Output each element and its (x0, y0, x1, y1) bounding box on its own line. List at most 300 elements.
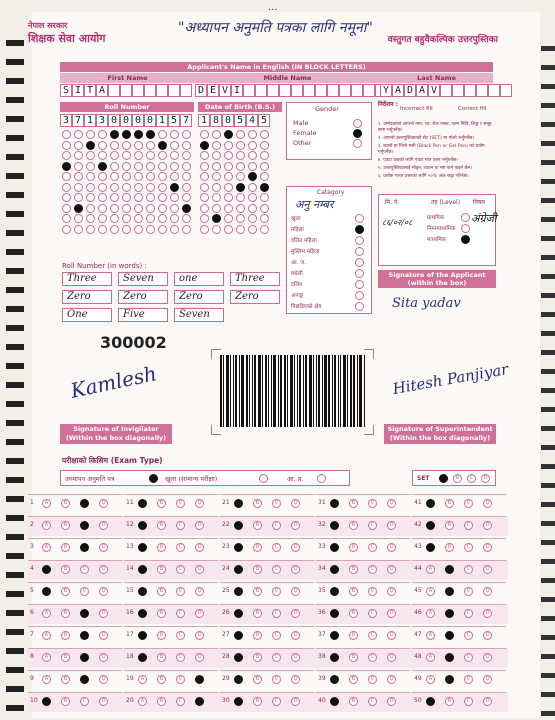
digit-bubble[interactable] (260, 214, 269, 223)
answer-bubble[interactable]: C (272, 543, 281, 552)
digit-bubble[interactable] (110, 162, 119, 171)
answer-bubble[interactable]: B (157, 631, 166, 640)
roll-word-box[interactable]: Zero (174, 290, 224, 304)
answer-bubble[interactable]: A (426, 653, 435, 662)
digit-bubble[interactable] (122, 130, 131, 139)
roll-word-box[interactable]: Zero (118, 290, 168, 304)
answer-bubble[interactable] (138, 499, 147, 508)
answer-bubble[interactable]: C (464, 609, 473, 618)
digit-bubble[interactable] (134, 193, 143, 202)
digit-bubble[interactable] (224, 162, 233, 171)
digit-bubble[interactable] (236, 183, 245, 192)
digit-bubble[interactable] (248, 183, 257, 192)
digit-bubble[interactable] (62, 162, 71, 171)
digit-bubble[interactable] (170, 130, 179, 139)
roll-word-box[interactable]: Zero (62, 290, 112, 304)
digit-bubble-column[interactable] (144, 130, 156, 235)
answer-bubble[interactable] (330, 499, 339, 508)
digit-bubble[interactable] (146, 225, 155, 234)
answer-bubble[interactable]: C (368, 609, 377, 618)
digit-bubble[interactable] (224, 214, 233, 223)
digit-bubble[interactable] (224, 141, 233, 150)
letter-box[interactable]: A (96, 84, 108, 97)
digit-bubble[interactable] (248, 162, 257, 171)
answer-bubble[interactable]: C (176, 675, 185, 684)
answer-bubble[interactable] (234, 565, 243, 574)
answer-bubble[interactable]: B (61, 609, 70, 618)
answer-bubble[interactable]: C (368, 521, 377, 530)
digit-bubble[interactable] (158, 130, 167, 139)
digit-bubble[interactable] (170, 183, 179, 192)
answer-bubble[interactable]: D (387, 565, 396, 574)
letter-box[interactable]: 3 (60, 114, 72, 127)
answer-bubble[interactable]: C (176, 653, 185, 662)
letter-box[interactable]: I (72, 84, 84, 97)
answer-bubble[interactable]: B (349, 543, 358, 552)
roll-word-box[interactable]: One (62, 308, 112, 322)
digit-bubble[interactable] (200, 193, 209, 202)
digit-bubble[interactable] (236, 193, 245, 202)
answer-bubble[interactable]: C (368, 653, 377, 662)
digit-bubble[interactable] (248, 214, 257, 223)
answer-bubble[interactable]: B (445, 499, 454, 508)
answer-bubble[interactable] (426, 521, 435, 530)
roll-word-box[interactable]: Five (118, 308, 168, 322)
digit-bubble[interactable] (134, 162, 143, 171)
letter-box[interactable]: V (219, 84, 231, 97)
roll-word-box[interactable]: Seven (174, 308, 224, 322)
answer-bubble[interactable]: B (445, 521, 454, 530)
exam-type-option-3-bubble[interactable] (317, 474, 326, 483)
answer-bubble[interactable]: C (368, 499, 377, 508)
digit-bubble[interactable] (98, 130, 107, 139)
letter-box[interactable] (363, 84, 375, 97)
answer-bubble[interactable]: B (61, 565, 70, 574)
digit-bubble[interactable] (236, 172, 245, 181)
answer-bubble[interactable]: C (176, 565, 185, 574)
digit-bubble[interactable] (248, 193, 257, 202)
letter-box[interactable]: 3 (96, 114, 108, 127)
letter-box[interactable]: S (60, 84, 72, 97)
answer-bubble[interactable]: B (253, 587, 262, 596)
roll-word-box[interactable]: one (174, 272, 224, 286)
answer-bubble[interactable]: C (464, 587, 473, 596)
answer-bubble[interactable]: D (195, 543, 204, 552)
answer-bubble[interactable]: D (99, 675, 108, 684)
digit-bubble[interactable] (62, 172, 71, 181)
answer-bubble[interactable]: A (42, 631, 51, 640)
letter-box[interactable]: 7 (180, 114, 192, 127)
category-bubble[interactable] (355, 225, 364, 234)
answer-bubble[interactable]: B (349, 521, 358, 530)
digit-bubble[interactable] (200, 130, 209, 139)
answer-bubble[interactable]: B (61, 587, 70, 596)
answer-bubble[interactable]: C (272, 499, 281, 508)
answer-bubble[interactable]: B (157, 565, 166, 574)
answer-bubble[interactable]: D (99, 587, 108, 596)
letter-box[interactable]: 4 (246, 114, 258, 127)
letter-box[interactable]: Y (380, 84, 392, 97)
digit-bubble[interactable] (74, 225, 83, 234)
digit-bubble[interactable] (74, 162, 83, 171)
letter-box[interactable]: E (207, 84, 219, 97)
category-bubble[interactable] (355, 302, 364, 311)
digit-bubble[interactable] (182, 193, 191, 202)
answer-bubble[interactable] (330, 565, 339, 574)
answer-bubble[interactable]: D (291, 609, 300, 618)
digit-bubble[interactable] (260, 172, 269, 181)
digit-bubble[interactable] (260, 162, 269, 171)
letter-box[interactable]: 0 (222, 114, 234, 127)
answer-bubble[interactable]: C (80, 587, 89, 596)
digit-bubble[interactable] (62, 141, 71, 150)
digit-bubble[interactable] (74, 130, 83, 139)
answer-bubble[interactable]: A (42, 543, 51, 552)
answer-bubble[interactable]: D (387, 653, 396, 662)
digit-bubble[interactable] (134, 183, 143, 192)
answer-bubble[interactable]: D (291, 675, 300, 684)
digit-bubble[interactable] (146, 162, 155, 171)
answer-bubble[interactable]: B (349, 675, 358, 684)
answer-bubble[interactable]: B (253, 609, 262, 618)
answer-bubble[interactable]: D (291, 653, 300, 662)
digit-bubble[interactable] (74, 151, 83, 160)
digit-bubble[interactable] (182, 162, 191, 171)
digit-bubble[interactable] (236, 151, 245, 160)
digit-bubble[interactable] (200, 141, 209, 150)
answer-bubble[interactable]: A (42, 675, 51, 684)
letter-box[interactable]: A (392, 84, 404, 97)
letter-box[interactable] (267, 84, 279, 97)
digit-bubble[interactable] (260, 141, 269, 150)
digit-bubble[interactable] (122, 225, 131, 234)
answer-bubble[interactable]: B (253, 631, 262, 640)
digit-bubble-column[interactable] (72, 130, 84, 235)
digit-bubble[interactable] (110, 214, 119, 223)
answer-bubble[interactable]: D (483, 697, 492, 706)
answer-bubble[interactable]: C (464, 543, 473, 552)
digit-bubble[interactable] (134, 151, 143, 160)
digit-bubble[interactable] (158, 214, 167, 223)
answer-bubble[interactable]: A (426, 609, 435, 618)
answer-bubble[interactable]: B (253, 697, 262, 706)
digit-bubble-column[interactable] (120, 130, 132, 235)
answer-bubble[interactable] (42, 587, 51, 596)
digit-bubble[interactable] (212, 193, 221, 202)
letter-box[interactable]: 5 (258, 114, 270, 127)
letter-box[interactable]: 1 (84, 114, 96, 127)
answer-bubble[interactable]: D (99, 631, 108, 640)
answer-bubble[interactable]: B (61, 631, 70, 640)
answer-bubble[interactable] (234, 521, 243, 530)
answer-bubble[interactable]: B (349, 631, 358, 640)
answer-bubble[interactable]: D (387, 609, 396, 618)
digit-bubble[interactable] (86, 130, 95, 139)
answer-bubble[interactable]: C (80, 697, 89, 706)
letter-box[interactable] (464, 84, 476, 97)
answer-bubble[interactable] (330, 653, 339, 662)
digit-bubble[interactable] (110, 183, 119, 192)
digit-bubble[interactable] (200, 214, 209, 223)
answer-bubble[interactable]: B (157, 543, 166, 552)
digit-bubble[interactable] (74, 183, 83, 192)
digit-bubble[interactable] (236, 204, 245, 213)
answer-bubble[interactable]: C (464, 521, 473, 530)
exam-type-option-2-bubble[interactable] (259, 474, 268, 483)
digit-bubble[interactable] (212, 204, 221, 213)
answer-bubble[interactable]: A (42, 653, 51, 662)
answer-bubble[interactable]: C (368, 631, 377, 640)
digit-bubble[interactable] (74, 214, 83, 223)
answer-bubble[interactable]: A (426, 675, 435, 684)
answer-bubble[interactable]: D (291, 521, 300, 530)
answer-bubble[interactable]: C (464, 565, 473, 574)
answer-bubble[interactable]: A (426, 587, 435, 596)
gender-bubble[interactable] (353, 129, 362, 138)
digit-bubble[interactable] (224, 172, 233, 181)
digit-bubble[interactable] (224, 204, 233, 213)
answer-bubble[interactable]: A (426, 631, 435, 640)
answer-bubble[interactable]: D (99, 565, 108, 574)
digit-bubble[interactable] (134, 172, 143, 181)
answer-bubble[interactable]: D (291, 543, 300, 552)
letter-box[interactable]: 1 (156, 114, 168, 127)
answer-bubble[interactable]: D (195, 565, 204, 574)
answer-bubble[interactable] (426, 543, 435, 552)
answer-bubble[interactable]: D (483, 521, 492, 530)
answer-bubble[interactable] (445, 653, 454, 662)
digit-bubble[interactable] (110, 204, 119, 213)
digit-bubble[interactable] (74, 193, 83, 202)
answer-bubble[interactable]: B (349, 697, 358, 706)
digit-bubble[interactable] (170, 225, 179, 234)
digit-bubble[interactable] (248, 225, 257, 234)
answer-bubble[interactable]: D (387, 587, 396, 596)
answer-bubble[interactable]: A (42, 521, 51, 530)
digit-bubble[interactable] (146, 214, 155, 223)
answer-bubble[interactable]: A (42, 609, 51, 618)
digit-bubble[interactable] (212, 151, 221, 160)
digit-bubble[interactable] (260, 204, 269, 213)
digit-bubble[interactable] (182, 225, 191, 234)
digit-bubble[interactable] (212, 225, 221, 234)
digit-bubble[interactable] (248, 204, 257, 213)
digit-bubble-column[interactable] (234, 130, 246, 235)
answer-bubble[interactable] (195, 697, 204, 706)
answer-bubble[interactable]: B (61, 697, 70, 706)
answer-bubble[interactable]: B (349, 609, 358, 618)
digit-bubble[interactable] (62, 183, 71, 192)
digit-bubble[interactable] (224, 130, 233, 139)
digit-bubble[interactable] (98, 141, 107, 150)
answer-bubble[interactable] (234, 631, 243, 640)
digit-bubble[interactable] (224, 151, 233, 160)
digit-bubble[interactable] (158, 225, 167, 234)
digit-bubble[interactable] (98, 151, 107, 160)
digit-bubble[interactable] (182, 141, 191, 150)
digit-bubble-column[interactable] (198, 130, 210, 235)
answer-bubble[interactable]: D (483, 565, 492, 574)
digit-bubble[interactable] (62, 214, 71, 223)
answer-bubble[interactable] (445, 565, 454, 574)
letter-box[interactable]: 0 (120, 114, 132, 127)
digit-bubble[interactable] (170, 151, 179, 160)
digit-bubble-column[interactable] (132, 130, 144, 235)
digit-bubble[interactable] (200, 151, 209, 160)
last-name-boxes[interactable] (380, 84, 512, 97)
answer-bubble[interactable]: C (176, 609, 185, 618)
answer-bubble[interactable]: B (253, 499, 262, 508)
letter-box[interactable]: T (84, 84, 96, 97)
digit-bubble[interactable] (98, 193, 107, 202)
answer-bubble[interactable]: D (99, 521, 108, 530)
letter-box[interactable] (156, 84, 168, 97)
answer-bubble[interactable]: C (272, 631, 281, 640)
answer-bubble[interactable]: C (176, 697, 185, 706)
answer-bubble[interactable]: B (349, 499, 358, 508)
digit-bubble[interactable] (86, 214, 95, 223)
digit-bubble[interactable] (146, 183, 155, 192)
digit-bubble[interactable] (200, 162, 209, 171)
answer-bubble[interactable] (330, 587, 339, 596)
digit-bubble[interactable] (170, 214, 179, 223)
digit-bubble[interactable] (200, 183, 209, 192)
digit-bubble[interactable] (146, 141, 155, 150)
answer-bubble[interactable]: B (445, 697, 454, 706)
letter-box[interactable] (476, 84, 488, 97)
digit-bubble[interactable] (224, 225, 233, 234)
digit-bubble[interactable] (212, 172, 221, 181)
answer-bubble[interactable]: C (368, 565, 377, 574)
digit-bubble[interactable] (170, 193, 179, 202)
digit-bubble-column[interactable] (222, 130, 234, 235)
answer-bubble[interactable]: D (195, 499, 204, 508)
answer-bubble[interactable]: C (176, 499, 185, 508)
answer-bubble[interactable] (234, 543, 243, 552)
digit-bubble[interactable] (182, 130, 191, 139)
answer-bubble[interactable]: C (272, 675, 281, 684)
digit-bubble[interactable] (86, 151, 95, 160)
letter-box[interactable]: 8 (210, 114, 222, 127)
digit-bubble[interactable] (248, 141, 257, 150)
answer-bubble[interactable]: B (253, 565, 262, 574)
digit-bubble[interactable] (98, 225, 107, 234)
digit-bubble[interactable] (122, 193, 131, 202)
digit-bubble[interactable] (260, 151, 269, 160)
answer-bubble[interactable]: C (176, 587, 185, 596)
answer-bubble[interactable]: D (195, 609, 204, 618)
digit-bubble[interactable] (200, 172, 209, 181)
roll-word-box[interactable]: Seven (118, 272, 168, 286)
category-bubble[interactable] (355, 214, 364, 223)
digit-bubble[interactable] (212, 214, 221, 223)
letter-box[interactable] (440, 84, 452, 97)
answer-bubble[interactable]: D (195, 653, 204, 662)
answer-bubble[interactable]: C (464, 697, 473, 706)
answer-bubble[interactable]: A (138, 697, 147, 706)
digit-bubble[interactable] (62, 151, 71, 160)
digit-bubble[interactable] (134, 214, 143, 223)
answer-bubble[interactable]: B (253, 521, 262, 530)
answer-bubble[interactable] (138, 609, 147, 618)
answer-bubble[interactable] (234, 609, 243, 618)
digit-bubble[interactable] (260, 183, 269, 192)
digit-bubble[interactable] (86, 193, 95, 202)
answer-bubble[interactable] (234, 499, 243, 508)
digit-bubble[interactable] (248, 151, 257, 160)
digit-bubble[interactable] (110, 151, 119, 160)
answer-bubble[interactable] (426, 697, 435, 706)
answer-bubble[interactable]: D (99, 609, 108, 618)
answer-bubble[interactable]: B (349, 565, 358, 574)
letter-box[interactable] (351, 84, 363, 97)
answer-bubble[interactable]: B (253, 675, 262, 684)
answer-bubble[interactable]: C (368, 543, 377, 552)
digit-bubble[interactable] (236, 130, 245, 139)
digit-bubble[interactable] (212, 183, 221, 192)
letter-box[interactable]: 7 (72, 114, 84, 127)
answer-bubble[interactable]: D (483, 631, 492, 640)
answer-bubble[interactable]: C (272, 521, 281, 530)
digit-bubble-column[interactable] (60, 130, 72, 235)
answer-bubble[interactable]: D (483, 587, 492, 596)
answer-bubble[interactable] (138, 543, 147, 552)
digit-bubble[interactable] (134, 204, 143, 213)
answer-bubble[interactable]: C (272, 653, 281, 662)
digit-bubble[interactable] (98, 204, 107, 213)
set-bubble[interactable]: D (481, 474, 490, 483)
answer-bubble[interactable] (330, 697, 339, 706)
letter-box[interactable] (303, 84, 315, 97)
answer-bubble[interactable]: D (291, 631, 300, 640)
answer-bubble[interactable] (80, 675, 89, 684)
answer-bubble[interactable]: D (387, 675, 396, 684)
digit-bubble[interactable] (170, 162, 179, 171)
digit-bubble[interactable] (200, 204, 209, 213)
digit-bubble[interactable] (110, 172, 119, 181)
digit-bubble[interactable] (98, 172, 107, 181)
digit-bubble[interactable] (122, 172, 131, 181)
digit-bubble-column[interactable] (246, 130, 258, 235)
digit-bubble[interactable] (170, 172, 179, 181)
answer-bubble[interactable]: B (349, 653, 358, 662)
letter-box[interactable] (452, 84, 464, 97)
letter-box[interactable]: 0 (108, 114, 120, 127)
digit-bubble[interactable] (134, 141, 143, 150)
answer-bubble[interactable]: B (61, 543, 70, 552)
answer-bubble[interactable] (138, 565, 147, 574)
digit-bubble[interactable] (212, 141, 221, 150)
answer-bubble[interactable]: C (176, 521, 185, 530)
answer-bubble[interactable]: D (483, 499, 492, 508)
roll-word-box[interactable]: Three (62, 272, 112, 286)
first-name-boxes[interactable] (60, 84, 192, 97)
answer-bubble[interactable]: B (61, 499, 70, 508)
letter-box[interactable]: V (428, 84, 440, 97)
digit-bubble[interactable] (62, 193, 71, 202)
answer-bubble[interactable]: D (291, 499, 300, 508)
digit-bubble-column[interactable] (156, 130, 168, 235)
letter-box[interactable]: 5 (168, 114, 180, 127)
digit-bubble[interactable] (62, 204, 71, 213)
digit-bubble[interactable] (146, 204, 155, 213)
answer-bubble[interactable]: C (464, 675, 473, 684)
letter-box[interactable] (488, 84, 500, 97)
answer-bubble[interactable]: B (157, 653, 166, 662)
letter-box[interactable] (255, 84, 267, 97)
digit-bubble-column[interactable] (96, 130, 108, 235)
digit-bubble[interactable] (110, 225, 119, 234)
